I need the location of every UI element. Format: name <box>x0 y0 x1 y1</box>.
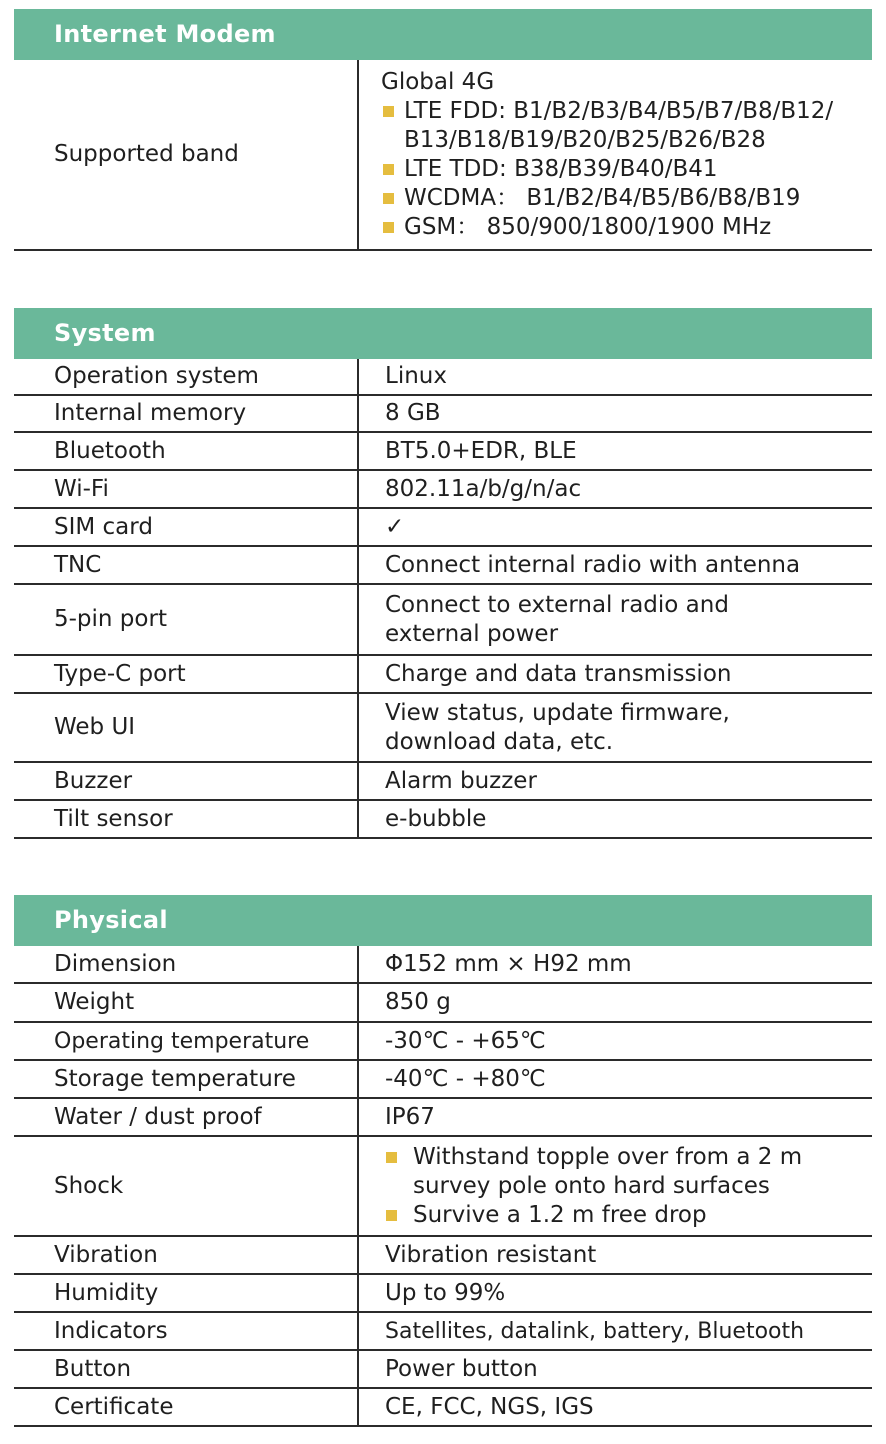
table-row <box>14 395 872 432</box>
spec-label: Internal memory <box>14 395 358 432</box>
table-row <box>14 60 872 250</box>
table-row <box>14 470 872 508</box>
bullet-item: LTE TDD: B38/B39/B40/B41 <box>381 155 872 184</box>
spec-value: Alarm buzzer <box>358 762 872 800</box>
internet-modem-header: Internet Modem <box>14 9 872 60</box>
spec-value: Charge and data transmission <box>358 655 872 693</box>
bullet-item: WCDMA： B1/B2/B4/B5/B6/B8/B19 <box>381 184 872 213</box>
spec-value: 802.11a/b/g/n/ac <box>358 470 872 508</box>
band-intro: Global 4G <box>381 68 495 95</box>
spec-label: TNC <box>14 546 358 584</box>
table-row <box>14 1350 872 1388</box>
spec-label: Type-C port <box>14 655 358 693</box>
spec-label: Button <box>14 1350 358 1388</box>
table-row <box>14 800 872 838</box>
spec-label: Wi-Fi <box>14 470 358 508</box>
spec-value: View status, update firmware, download data, etc. <box>358 693 872 762</box>
table-row <box>14 946 872 983</box>
spec-value: e-bubble <box>358 800 872 838</box>
spec-value: IP67 <box>358 1098 872 1136</box>
spec-label: Bluetooth <box>14 432 358 470</box>
table-row <box>14 762 872 800</box>
table-row <box>14 1136 872 1236</box>
table-row <box>14 1312 872 1350</box>
spec-label: Certificate <box>14 1388 358 1426</box>
table-row <box>14 693 872 762</box>
spec-label: Web UI <box>14 693 358 762</box>
spec-value: 850 g <box>358 983 872 1022</box>
spec-value: Connect internal radio with antenna <box>358 546 872 584</box>
spec-label: Buzzer <box>14 762 358 800</box>
spec-value: Power button <box>358 1350 872 1388</box>
table-row <box>14 432 872 470</box>
spec-label: Storage temperature <box>14 1060 358 1098</box>
spec-value: Satellites, datalink, battery, Bluetooth <box>358 1312 872 1350</box>
spec-label: Tilt sensor <box>14 800 358 838</box>
internet-modem-section <box>14 9 872 251</box>
spec-value: -40℃ - +80℃ <box>358 1060 872 1098</box>
spec-label: Supported band <box>14 60 358 250</box>
bullet-item: GSM： 850/900/1800/1900 MHz <box>381 213 872 242</box>
spec-value <box>358 1136 872 1236</box>
spec-label: Vibration <box>14 1236 358 1274</box>
table-row <box>14 508 872 546</box>
spec-value: BT5.0+EDR, BLE <box>358 432 872 470</box>
physical-section <box>14 895 872 1427</box>
spec-value: Vibration resistant <box>358 1236 872 1274</box>
bullet-item: Survive a 1.2 m free drop <box>385 1201 842 1230</box>
table-row <box>14 1060 872 1098</box>
table-row <box>14 1388 872 1426</box>
table-row <box>14 983 872 1022</box>
spec-label: Operating temperature <box>14 1022 358 1060</box>
spec-value <box>358 60 872 250</box>
system-section <box>14 308 872 839</box>
physical-header: Physical <box>14 895 872 946</box>
bullet-item: LTE FDD: B1/B2/B3/B4/B5/B7/B8/B12/ B13/B18/B19/B20/B25/B26/B28 <box>381 97 872 155</box>
spec-label: Shock <box>14 1136 358 1236</box>
spec-label: Water / dust proof <box>14 1098 358 1136</box>
spec-label: Dimension <box>14 946 358 983</box>
table-row <box>14 1022 872 1060</box>
system-header: System <box>14 308 872 359</box>
spec-label: Indicators <box>14 1312 358 1350</box>
system-table <box>14 359 872 839</box>
internet-modem-table <box>14 60 872 251</box>
physical-table <box>14 946 872 1427</box>
table-row <box>14 1098 872 1136</box>
spec-value: Up to 99% <box>358 1274 872 1312</box>
table-row <box>14 655 872 693</box>
spec-value: CE, FCC, NGS, IGS <box>358 1388 872 1426</box>
spec-value: 8 GB <box>358 395 872 432</box>
spec-value: -30℃ - +65℃ <box>358 1022 872 1060</box>
spec-label: Operation system <box>14 359 358 395</box>
spec-label: SIM card <box>14 508 358 546</box>
spec-label: Weight <box>14 983 358 1022</box>
table-row <box>14 1274 872 1312</box>
spec-value: Connect to external radio and external power <box>358 584 872 655</box>
check-icon: ✓ <box>358 508 872 546</box>
spec-label: Humidity <box>14 1274 358 1312</box>
spec-value: Linux <box>358 359 872 395</box>
table-row <box>14 1236 872 1274</box>
spec-label: 5-pin port <box>14 584 358 655</box>
table-row <box>14 359 872 395</box>
table-row <box>14 546 872 584</box>
table-row <box>14 584 872 655</box>
bullet-item: Withstand topple over from a 2 m survey pole onto hard surfaces <box>385 1143 842 1201</box>
spec-value: Φ152 mm × H92 mm <box>358 946 872 983</box>
